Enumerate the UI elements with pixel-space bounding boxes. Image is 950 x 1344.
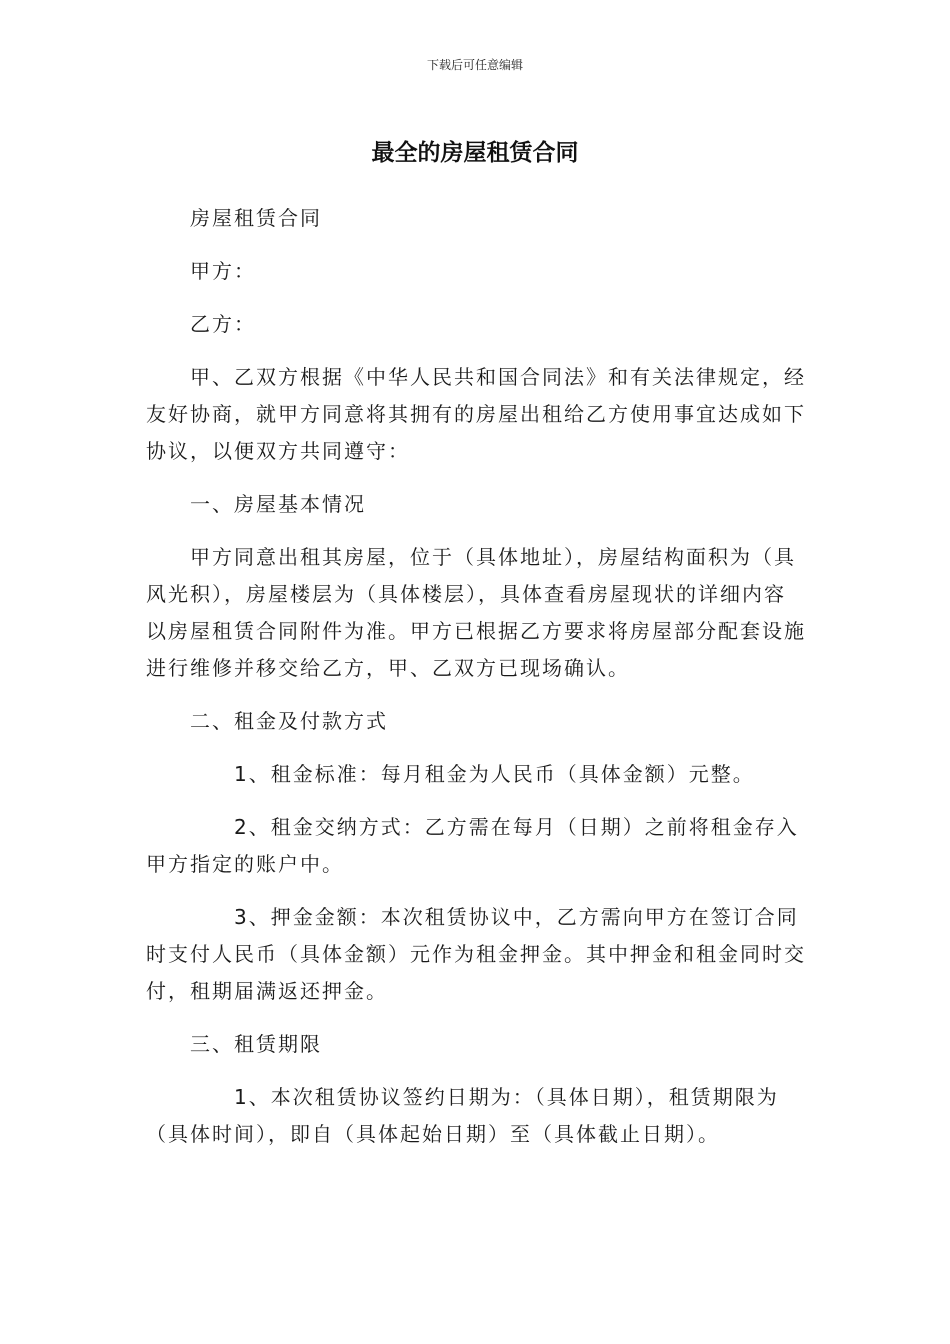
clause-2-1: 1、租金标准：每月租金为人民币（具体金额）元整。 — [234, 762, 755, 786]
section-heading-3: 三、租赁期限 — [190, 1032, 322, 1056]
clause-2-2: 2、租金交纳方式：乙方需在每月（日期）之前将租金存入甲方指定的账户中。 — [146, 815, 799, 876]
header-note: 下载后可任意编辑 — [426, 58, 523, 72]
document-title: 最全的房屋租赁合同 — [371, 140, 579, 166]
section-heading-1: 一、房屋基本情况 — [190, 492, 366, 516]
preamble-paragraph: 甲、乙双方根据《中华人民共和国合同法》和有关法律规定，经友好协商，就甲方同意将其拥有的房屋出租给乙方使用事宜达成如下协议，以便双方共同遵守： — [146, 365, 806, 463]
party-b-line: 乙方： — [190, 312, 256, 336]
party-a-line: 甲方： — [190, 259, 256, 283]
contract-heading: 房屋租赁合同 — [190, 206, 322, 230]
document-body — [146, 200, 806, 1169]
clause-3-1: 1、本次租赁协议签约日期为：（具体日期），租赁期限为（具体时间），即自（具体起始日期）至（具体截止日期）。 — [146, 1085, 779, 1146]
section-heading-2: 二、租金及付款方式 — [190, 709, 388, 733]
clause-2-3: 3、押金金额：本次租赁协议中，乙方需向甲方在签订合同时支付人民币（具体金额）元作为租金押金。其中押金和租金同时交付，租期届满返还押金。 — [146, 905, 806, 1003]
section-1-paragraph: 甲方同意出租其房屋，位于（具体地址），房屋结构面积为（具风光积），房屋楼层为（具体楼层），具体查看房屋现状的详细内容以房屋租赁合同附件为准。甲方已根据乙方要求将房屋部分配套设施进行维修并移交给乙方，甲、乙双方已现场确认。 — [146, 545, 806, 680]
